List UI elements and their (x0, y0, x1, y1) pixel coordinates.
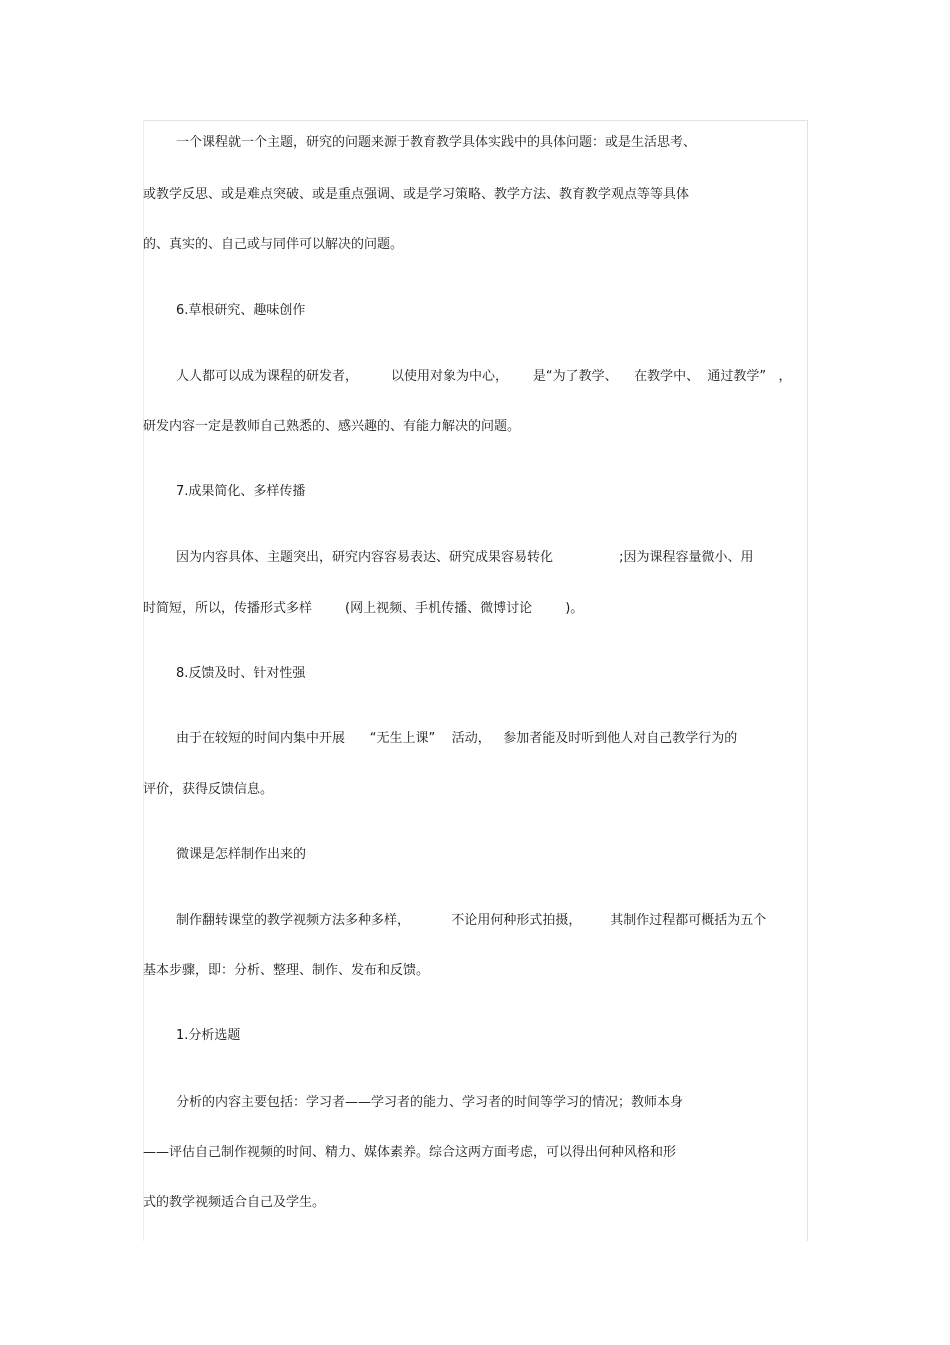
paragraph-line: 由于在较短的时间内集中开展 “无生上课” 活动， 参加者能及时听到他人对自己教学行为的 (176, 731, 738, 746)
paragraph-line: 因为内容具体、主题突出，研究内容容易表达、研究成果容易转化 ;因为课程容量微小、用 (176, 550, 754, 565)
paragraph-line: 分析的内容主要包括：学习者——学习者的能力、学习者的时间等学习的情况；教师本身 (176, 1095, 684, 1110)
paragraph-line: 一个课程就一个主题，研究的问题来源于教育教学具体实践中的具体问题：或是生活思考、 (176, 135, 697, 150)
paragraph-line: 基本步骤，即：分析、整理、制作、发布和反馈。 (143, 963, 430, 978)
section-heading: 7.成果简化、多样传播 (176, 484, 306, 499)
section-heading: 6.草根研究、趣味创作 (176, 303, 306, 318)
paragraph-line: 评价，获得反馈信息。 (143, 782, 274, 797)
paragraph-line: 时简短，所以，传播形式多样 (网上视频、手机传播、微博讨论 )。 (143, 601, 584, 616)
section-heading: 1.分析选题 (176, 1028, 241, 1043)
paragraph-line: 制作翻转课堂的教学视频方法多种多样， 不论用何种形式拍摄， 其制作过程都可概括为五个 (176, 913, 767, 928)
section-heading: 8.反馈及时、针对性强 (176, 666, 306, 681)
paragraph-line: 的、真实的、自己或与同伴可以解决的问题。 (143, 237, 404, 252)
paragraph-line: 研发内容一定是教师自己熟悉的、感兴趣的、有能力解决的问题。 (143, 419, 521, 434)
section-heading: 微课是怎样制作出来的 (176, 847, 307, 862)
paragraph-line: 或教学反思、或是难点突破、或是重点强调、或是学习策略、教学方法、教育教学观点等等具体 (143, 187, 690, 202)
paragraph-line: ——评估自己制作视频的时间、精力、媒体素养。综合这两方面考虑，可以得出何种风格和形 (143, 1145, 677, 1160)
paragraph-line: 人人都可以成为课程的研发者， 以使用对象为中心， 是“为了教学、 在教学中、 通过教学” ， (176, 369, 792, 384)
paragraph-line: 式的教学视频适合自己及学生。 (143, 1195, 326, 1210)
